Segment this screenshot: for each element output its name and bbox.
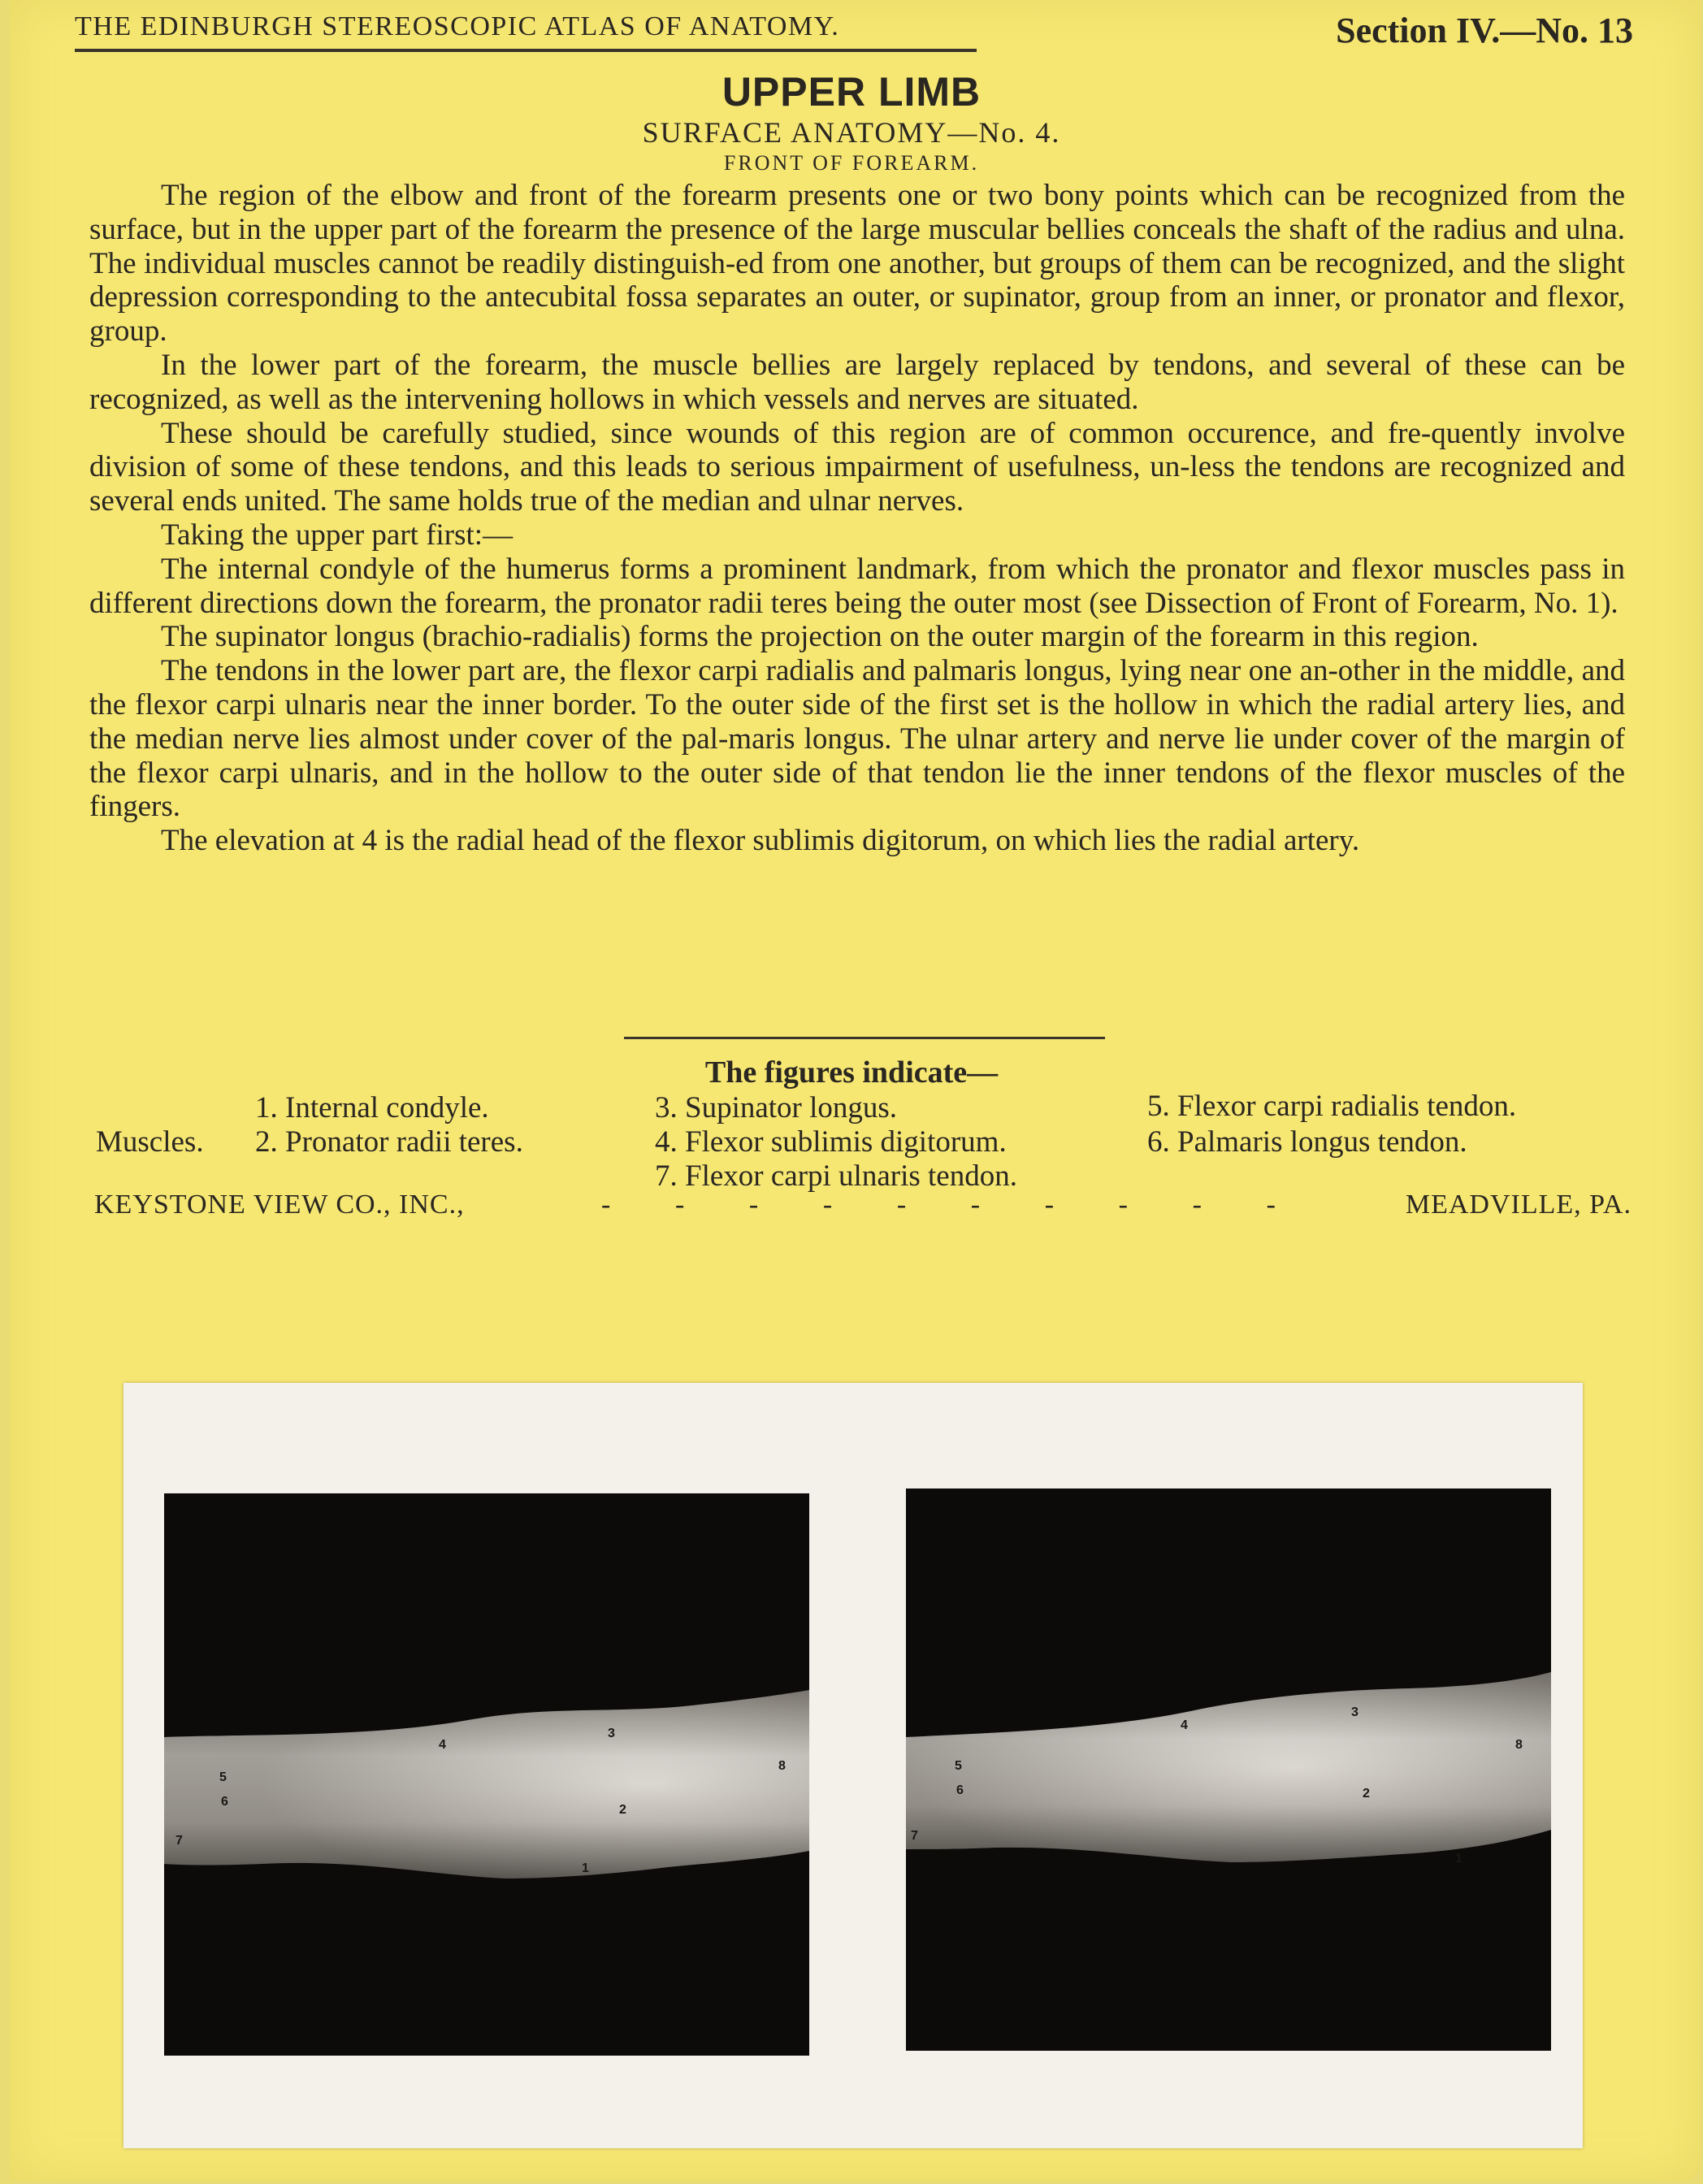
- page-title: UPPER LIMB: [722, 69, 982, 115]
- paragraph: The tendons in the lower part are, the flexor carpi radialis and palmaris longus, lying near one an-other in the middle, and the flexor carpi ulnaris near the inner border. To the outer side of the first set is the hollow in which the radial artery lies, and the median nerve lies almost under cover of the pal-maris longus. The ulnar artery and nerve lie under cover of the margin of the flexor carpi ulnaris, and in the hollow to the outer side of that tendon lie the inner tendons of the flexor muscles of the fingers.: [89, 654, 1625, 824]
- dash: -: [748, 1190, 759, 1220]
- dash: -: [1266, 1190, 1276, 1220]
- dash: -: [896, 1190, 907, 1220]
- paragraph: The internal condyle of the humerus forms a prominent landmark, from which the pronator and flexor muscles pass in different directions down the forearm, the pronator radii teres being the outer most (see Dissection of Front of Forearm, No. 1).: [89, 552, 1625, 620]
- divider: [624, 1037, 1105, 1039]
- figure-item: 4. Flexor sublimis digitorum.: [655, 1125, 1007, 1159]
- dash: -: [674, 1190, 685, 1220]
- photo-label: 7: [911, 1829, 918, 1843]
- figure-item: 5. Flexor carpi radialis tendon.: [1147, 1090, 1517, 1123]
- dash-leader: [601, 1190, 1276, 1220]
- dash: -: [1044, 1190, 1055, 1220]
- paragraph: The region of the elbow and front of the forearm presents one or two bony points which can be recognized from the surface, but in the upper part of the forearm the presence of the large muscular bellies conceals the shaft of the radius and ulna. The individual muscles cannot be readily distinguish-ed from one another, but groups of them can be recognized, and the slight depression corresponding to the antecubital fossa separates an outer, or supinator, group from an inner, or pronator and flexor, group.: [89, 179, 1625, 349]
- dash: -: [1118, 1190, 1128, 1220]
- dash: -: [822, 1190, 833, 1220]
- paragraph: Taking the upper part first:—: [161, 518, 514, 552]
- body-text: [89, 179, 1625, 858]
- page-subsubtitle: FRONT OF FOREARM.: [723, 151, 980, 175]
- paragraph: The supinator longus (brachio-radialis) forms the projection on the outer margin of the forearm in this region.: [161, 620, 1479, 654]
- photo-label: 8: [778, 1759, 786, 1773]
- page-subtitle: SURFACE ANATOMY—No. 4.: [642, 116, 1061, 149]
- photo-label: 6: [221, 1795, 228, 1809]
- photo-label: 5: [219, 1770, 227, 1784]
- photo-label: 4: [1181, 1718, 1188, 1732]
- dash: -: [970, 1190, 981, 1220]
- figure-item: 1. Internal condyle.: [255, 1091, 489, 1124]
- photo-label: 1: [1455, 1852, 1462, 1866]
- photo-label: 1: [582, 1861, 589, 1875]
- publisher: KEYSTONE VIEW CO., INC.,: [94, 1190, 465, 1220]
- stereo-photo-right: [906, 1488, 1551, 2051]
- photo-label: 2: [619, 1803, 626, 1817]
- publisher-city: MEADVILLE, PA.: [1405, 1190, 1632, 1220]
- photo-mount: [124, 1383, 1583, 2148]
- photo-label: 3: [608, 1727, 615, 1740]
- paragraph: The elevation at 4 is the radial head of the flexor sublimis digitorum, on which lies the radial artery.: [161, 824, 1360, 858]
- photo-label: 8: [1515, 1738, 1523, 1752]
- figure-item: 7. Flexor carpi ulnaris tendon.: [655, 1159, 1017, 1193]
- series-title: THE EDINBURGH STEREOSCOPIC ATLAS OF ANATOMY.: [75, 11, 977, 52]
- photo-label: 6: [956, 1783, 964, 1797]
- paragraph: These should be carefully studied, since wounds of this region are of common occurence, and fre-quently involve division of some of these tendons, and this leads to serious impairment of usefulness, un-less the tendons are recognized and several ends united. The same holds true of the median and ulnar nerves.: [89, 416, 1625, 518]
- muscles-label: Muscles.: [96, 1125, 204, 1159]
- dash: -: [1192, 1190, 1202, 1220]
- photo-label: 4: [439, 1738, 446, 1752]
- figure-item: 2. Pronator radii teres.: [255, 1125, 523, 1159]
- photo-label: 5: [955, 1759, 962, 1773]
- photo-label: 7: [176, 1834, 183, 1848]
- figure-item: 3. Supinator longus.: [655, 1091, 898, 1124]
- section-number: Section IV.—No. 13: [1336, 11, 1633, 50]
- photo-label: 3: [1351, 1705, 1358, 1719]
- paragraph: In the lower part of the forearm, the muscle bellies are largely replaced by tendons, and several of these can be recognized, as well as the intervening hollows in which vessels and nerves are situated.: [89, 348, 1625, 416]
- stereo-photo-left: [164, 1493, 809, 2056]
- figure-item: 6. Palmaris longus tendon.: [1147, 1125, 1467, 1159]
- figures-heading: The figures indicate—: [704, 1055, 999, 1090]
- dash: -: [601, 1190, 611, 1220]
- photo-label: 2: [1363, 1787, 1370, 1800]
